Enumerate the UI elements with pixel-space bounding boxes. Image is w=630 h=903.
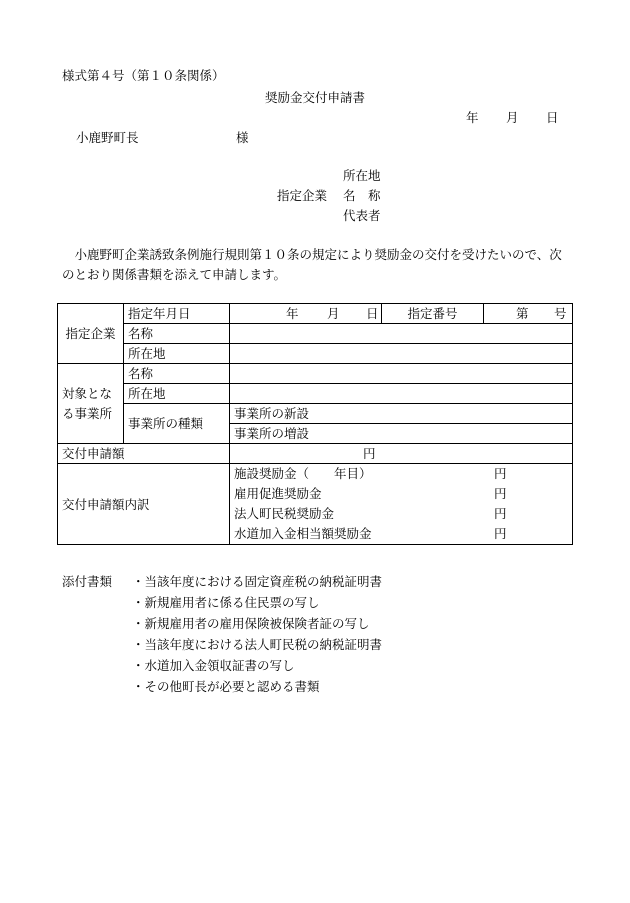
designated-date-value[interactable] <box>230 304 382 324</box>
application-table <box>57 303 573 545</box>
breakdown-item-employment[interactable]: 雇用促進奨励金 円 <box>234 486 507 501</box>
designated-date-label: 指定年月日 <box>124 304 230 324</box>
office-type-expand[interactable]: 事業所の増設 <box>230 424 573 444</box>
table-row <box>58 344 573 364</box>
attachments-label: 添付書類 <box>62 574 113 589</box>
company-address-label: 所在地 <box>124 344 230 364</box>
office-name-label: 名称 <box>124 364 230 384</box>
table-row <box>58 304 573 324</box>
table-row <box>58 444 573 464</box>
applicant-address-label: 所在地 <box>343 168 381 183</box>
date-day: 日 <box>546 110 559 125</box>
designated-number-label: 指定番号 <box>382 304 484 324</box>
body-text: 小鹿野町企業誘致条例施行規則第１０条の規定により奨励金の交付を受けたいので、次のとおり関係書類を添えて申請します。 <box>62 247 562 282</box>
list-item: ・その他町長が必要と認める書類 <box>132 679 320 694</box>
office-type-new[interactable]: 事業所の新設 <box>230 404 573 424</box>
office-name-value[interactable] <box>230 364 573 384</box>
applicant-rep-label: 代表者 <box>343 208 381 223</box>
applicant-name-label: 名 称 <box>343 188 381 203</box>
office-address-label: 所在地 <box>124 384 230 404</box>
designated-number-value[interactable] <box>484 304 573 324</box>
date-year: 年 <box>466 110 479 125</box>
company-name-value[interactable] <box>230 324 573 344</box>
designated-date-year: 年 <box>286 306 299 321</box>
date-month: 月 <box>506 110 519 125</box>
form-title: 奨励金交付申請書 <box>264 90 365 105</box>
company-group-label: 指定企業 <box>58 304 124 364</box>
table-row <box>58 404 573 424</box>
table-row <box>58 324 573 344</box>
list-item: ・新規雇用者の雇用保険被保険者証の写し <box>132 616 370 631</box>
amount-label: 交付申請額 <box>58 444 230 464</box>
amount-value[interactable] <box>230 444 573 464</box>
addressee: 小鹿野町長 <box>76 130 139 145</box>
list-item: ・当該年度における法人町民税の納税証明書 <box>132 637 383 652</box>
number-prefix: 第 <box>516 306 529 321</box>
breakdown-list <box>230 464 573 545</box>
table-row <box>58 364 573 384</box>
breakdown-item-water[interactable]: 水道加入金相当額奨励金 円 <box>234 526 507 541</box>
breakdown-label: 交付申請額内訳 <box>58 464 230 545</box>
number-suffix: 号 <box>554 306 567 321</box>
list-item: ・当該年度における固定資産税の納税証明書 <box>132 574 383 589</box>
office-type-label: 事業所の種類 <box>124 404 230 444</box>
designated-date-month: 月 <box>327 306 340 321</box>
office-group-label: 対象となる事業所 <box>58 364 124 444</box>
form-number: 様式第４号（第１０条関係） <box>62 68 225 83</box>
company-address-value[interactable] <box>230 344 573 364</box>
addressee-suffix: 様 <box>236 130 249 145</box>
office-address-value[interactable] <box>230 384 573 404</box>
amount-yen: 円 <box>363 446 376 461</box>
table-row <box>58 464 573 545</box>
table-row <box>58 384 573 404</box>
breakdown-item-facility[interactable]: 施設奨励金（ 年目） 円 <box>234 466 507 481</box>
list-item: ・水道加入金領収証書の写し <box>132 658 295 673</box>
company-name-label: 名称 <box>124 324 230 344</box>
breakdown-item-corporate-tax[interactable]: 法人町民税奨励金 円 <box>234 506 507 521</box>
designated-date-day: 日 <box>366 306 379 321</box>
applicant-group-label: 指定企業 <box>277 188 328 203</box>
list-item: ・新規雇用者に係る住民票の写し <box>132 595 320 610</box>
